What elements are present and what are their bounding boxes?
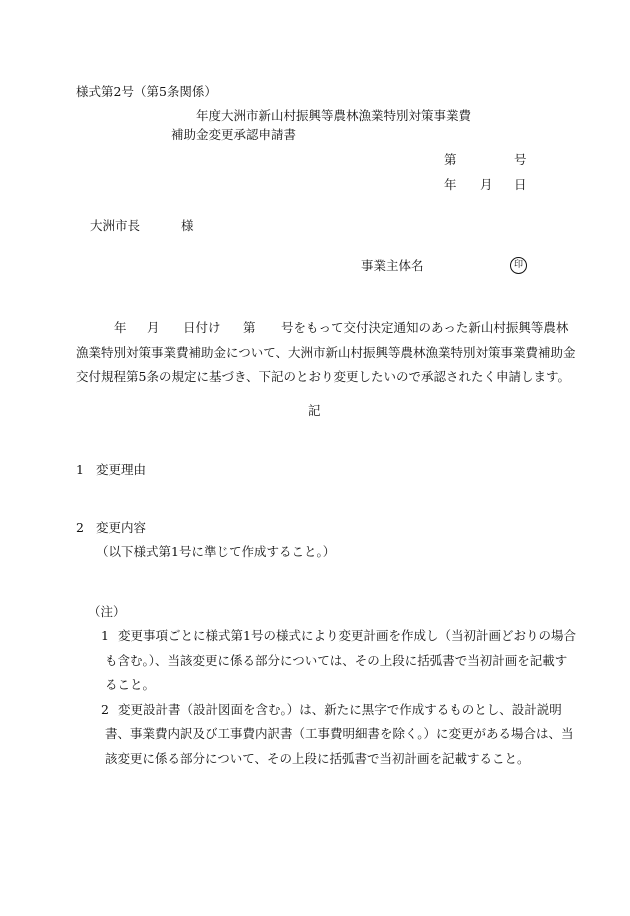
item-sub: （以下様式第1号に準じて作成すること。） bbox=[96, 544, 336, 559]
seal-mark: 印 bbox=[510, 257, 527, 274]
date-month: 月 bbox=[480, 177, 493, 192]
body-dai: 第 bbox=[243, 320, 256, 335]
applicant-label: 事業主体名 bbox=[361, 258, 424, 273]
note-line: 該変更に係る部分について、その上段に括弧書で当初計画を記載すること。 bbox=[105, 751, 530, 766]
doc-number-go: 号 bbox=[514, 152, 527, 167]
note-line: 変更事項ごとに様式第1号の様式により変更計画を作成し（当初計画どおりの場合 bbox=[118, 628, 576, 643]
note-line: も含む。）、当該変更に係る部分については、その上段に括弧書で当初計画を記載す bbox=[105, 653, 568, 668]
ki-heading: 記 bbox=[308, 403, 321, 418]
item-label: 変更理由 bbox=[96, 462, 147, 477]
form-id: 様式第2号（第5条関係） bbox=[76, 84, 217, 99]
body-date-year: 年 bbox=[114, 320, 127, 335]
item-label: 変更内容 bbox=[96, 520, 147, 535]
body-line-1-rest: 号をもって交付決定通知のあった新山村振興等農林 bbox=[281, 320, 569, 335]
date-day: 日 bbox=[514, 177, 527, 192]
note-number: 1 bbox=[101, 628, 109, 643]
body-date-hizuke: 日付け bbox=[183, 320, 221, 335]
title-line-2: 補助金変更承認申請書 bbox=[171, 127, 297, 142]
body-line-3: 交付規程第5条の規定に基づき、下記のとおり変更したいので承認されたく申請します。 bbox=[76, 369, 570, 384]
body-line-2: 漁業特別対策事業費補助金について、大洲市新山村振興等農林漁業特別対策事業費補助金 bbox=[76, 345, 576, 360]
item-number: 1 bbox=[76, 462, 84, 477]
addressee-name: 大洲市長 bbox=[90, 218, 141, 233]
item-number: 2 bbox=[76, 520, 84, 535]
note-line: ること。 bbox=[105, 677, 156, 692]
notes-header: （注） bbox=[88, 604, 126, 619]
title-line-1: 年度大洲市新山村振興等農林漁業特別対策事業費 bbox=[196, 108, 472, 123]
note-number: 2 bbox=[101, 702, 109, 717]
date-year: 年 bbox=[444, 177, 457, 192]
note-line: 変更設計書（設計図面を含む。）は、新たに黒字で作成するものとし、設計説明 bbox=[118, 702, 562, 717]
addressee-honorific: 様 bbox=[181, 218, 194, 233]
note-line: 書、事業費内訳及び工事費内訳書（工事費明細書を除く。）に変更がある場合は、当 bbox=[105, 726, 574, 741]
doc-number-dai: 第 bbox=[444, 152, 457, 167]
body-date-month: 月 bbox=[147, 320, 160, 335]
